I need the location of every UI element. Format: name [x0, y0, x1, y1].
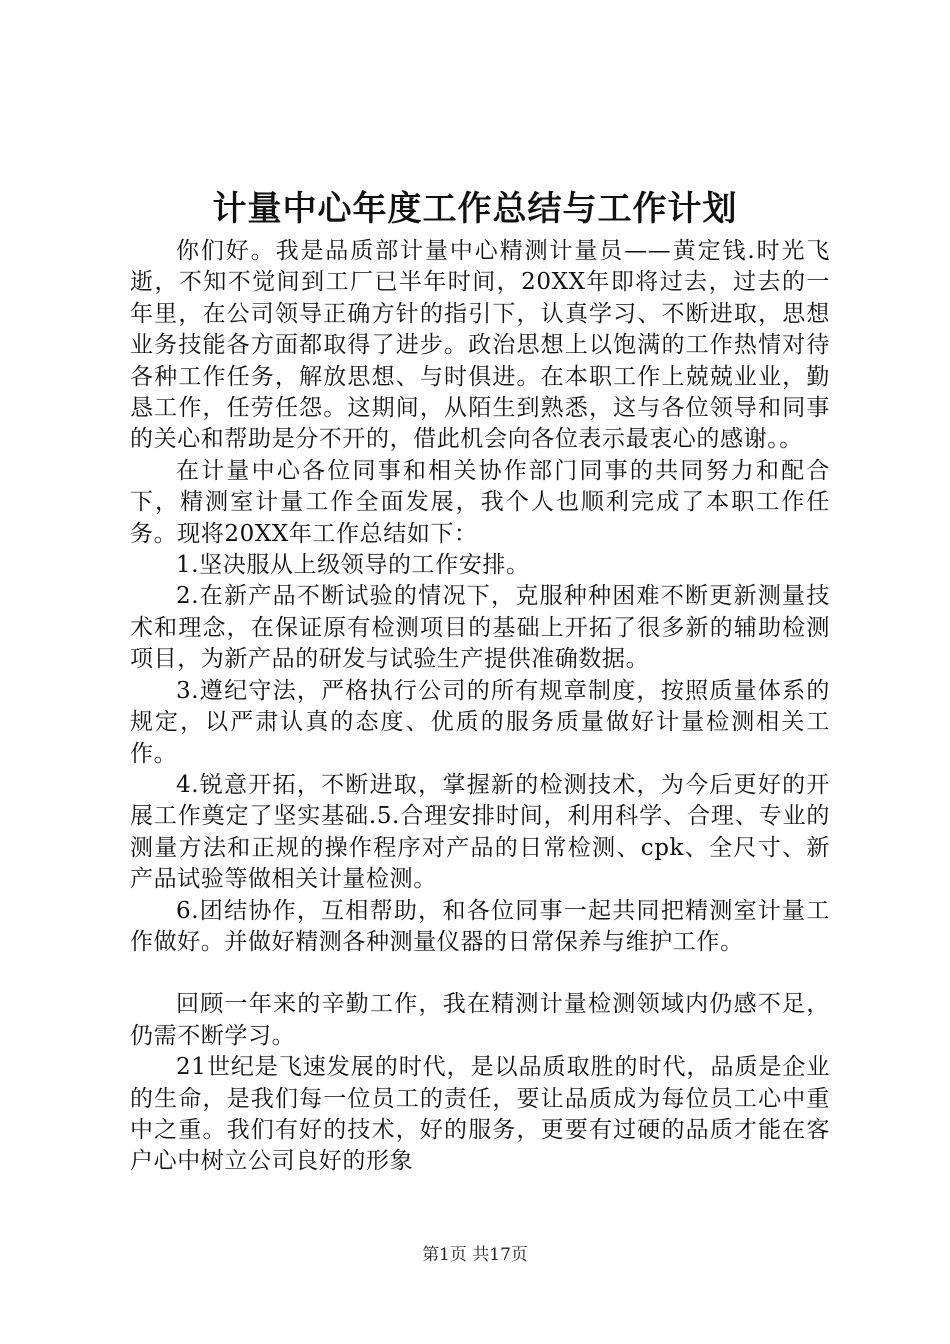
- paragraph-summary-lead: 在计量中心各位同事和相关协作部门同事的共同努力和配合下，精测室计量工作全面发展，我个人也顺利完成了本职工作任务。现将20XX年工作总结如下：: [130, 457, 830, 547]
- paragraph-item-2: 2.在新产品不断试验的情况下，克服种种困难不断更新测量技术和理念，在保证原有检测项目的基础上开拓了很多新的辅助检测项目，为新产品的研发与试验生产提供准确数据。: [130, 583, 830, 673]
- paragraph-review: 回顾一年来的辛勤工作，我在精测计量检测领域内仍感不足，仍需不断学习。: [130, 991, 830, 1049]
- paragraph-item-3: 3.遵纪守法，严格执行公司的所有规章制度，按照质量体系的规定，以严肃认真的态度、优质的服务质量做好计量检测相关工作。: [130, 677, 830, 767]
- page-number: 第1页 共17页: [422, 1245, 528, 1265]
- paragraph-item-6: 6.团结协作，互相帮助，和各位同事一起共同把精测室计量工作做好。并做好精测各种测量仪器的日常保养与维护工作。: [130, 897, 830, 955]
- paragraph-intro: 你们好。我是品质部计量中心精测计量员——黄定钱.时光飞逝，不知不觉间到工厂已半年时间，20XX年即将过去，过去的一年里，在公司领导正确方针的指引下，认真学习、不断进取，思想业务技能各方面都取得了进步。政治思想上以饱满的工作热情对待各种工作任务，解放思想、与时俱进。在本职工作上兢兢业业，勤恳工作，任劳任怨。这期间，从陌生到熟悉，这与各位领导和同事的关心和帮助是分不开的，借此机会向各位表示最衷心的感谢。。: [130, 238, 830, 453]
- document-title: 计量中心年度工作总结与工作计划: [212, 189, 738, 229]
- document-body: [130, 236, 830, 1178]
- paragraph-item-1: 1.坚决服从上级领导的工作安排。: [176, 552, 530, 579]
- paragraph-conclusion: 21世纪是飞速发展的时代，是以品质取胜的时代，品质是企业的生命，是我们每一位员工的责任，要让品质成为每位员工心中重中之重。我们有好的技术，好的服务，更要有过硬的品质才能在客户心中树立公司良好的形象: [130, 1054, 830, 1175]
- paragraph-item-4-5: 4.锐意开拓，不断进取，掌握新的检测技术，为今后更好的开展工作奠定了坚实基础.5.合理安排时间，利用科学、合理、专业的测量方法和正规的操作程序对产品的日常检测、cpk、全尺寸、新产品试验等做相关计量检测。: [130, 771, 830, 893]
